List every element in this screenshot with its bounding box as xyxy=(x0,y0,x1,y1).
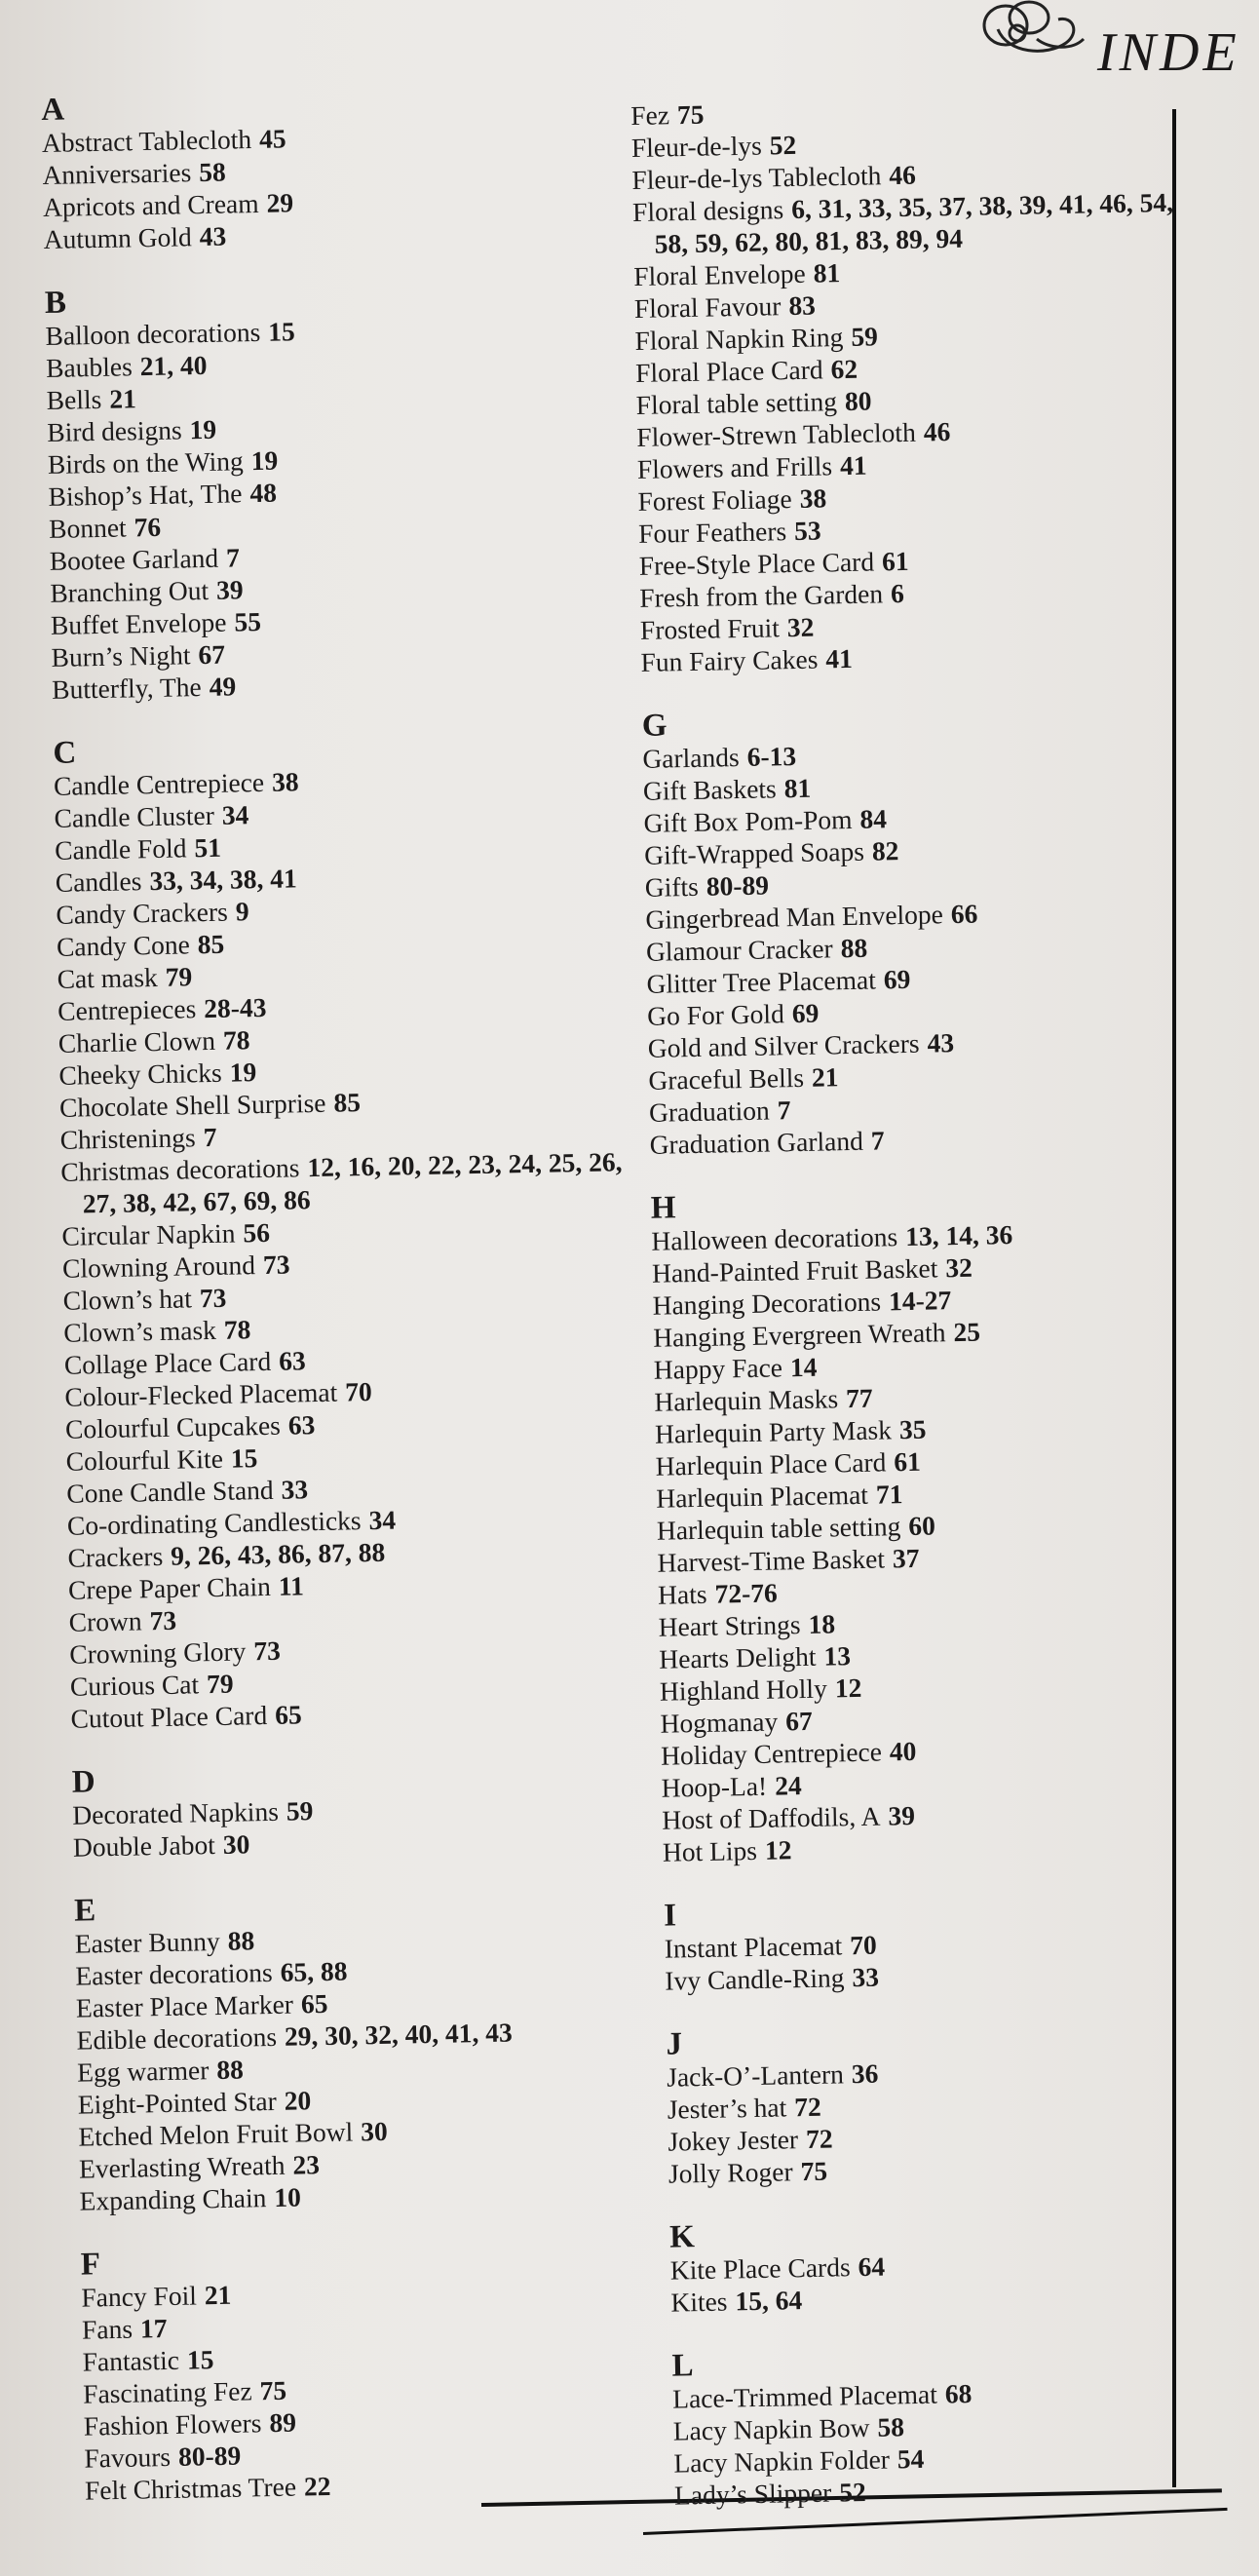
entry-term: Lace-Trimmed Placemat xyxy=(671,2378,938,2414)
entry-pages: 78 xyxy=(222,1024,250,1056)
entry-pages: 41 xyxy=(839,449,867,481)
index-column-right xyxy=(630,89,1259,2512)
entry-pages: 34 xyxy=(368,1504,397,1536)
entry-pages: 33 xyxy=(852,1961,880,1993)
entry-term: Glamour Cracker xyxy=(645,933,833,967)
entry-pages: 65 xyxy=(300,1987,328,2019)
entry-term: Gift Baskets xyxy=(642,773,777,806)
entry-term: Jack-O’-Lantern xyxy=(666,2058,845,2093)
entry-pages: 56 xyxy=(243,1216,271,1249)
entry-term: Circular Napkin xyxy=(61,1217,236,1251)
entry-term: Fresh from the Garden xyxy=(639,578,884,613)
entry-pages: 62 xyxy=(830,353,858,385)
entry-term: Collage Place Card xyxy=(63,1345,272,1380)
entry-term: Graduation xyxy=(648,1095,771,1128)
entry-term: Free-Style Place Card xyxy=(638,546,875,581)
entry-term: Christmas decorations xyxy=(59,1152,300,1187)
entry-pages: 65, 88 xyxy=(280,1955,348,1987)
index-column-left xyxy=(41,83,669,2507)
entry-term: Birds on the Wing xyxy=(47,445,245,480)
entry-term: Eight-Pointed Star xyxy=(77,2085,278,2120)
entry-pages: 49 xyxy=(209,671,237,702)
entry-term: Floral Place Card xyxy=(634,354,823,388)
entry-pages: 19 xyxy=(189,413,217,445)
entry-term: Flower-Strewn Tablecloth xyxy=(636,416,917,452)
entry-term: Fantastic xyxy=(82,2344,180,2377)
entry-term: Graceful Bells xyxy=(648,1061,805,1096)
entry-pages: 15 xyxy=(267,316,296,347)
entry-term: Lacy Napkin Bow xyxy=(672,2411,870,2446)
entry-pages: 85 xyxy=(197,928,225,960)
entry-pages: 58 xyxy=(877,2411,905,2442)
entry-term: Harlequin Party Mask xyxy=(654,1414,893,1449)
entry-term: Egg warmer xyxy=(76,2055,210,2088)
entry-pages: 75 xyxy=(676,98,705,131)
entry-pages: 18 xyxy=(808,1608,836,1639)
entry-pages: 72-76 xyxy=(714,1577,778,1609)
entry-term: Candle Fold xyxy=(54,832,187,865)
entry-term: Candy Cone xyxy=(56,929,191,962)
entry-pages: 46 xyxy=(923,416,951,447)
entry-term: Baubles xyxy=(45,351,134,383)
entry-term: Floral Envelope xyxy=(633,257,807,291)
entry-pages: 48 xyxy=(249,477,278,509)
entry-pages: 12 xyxy=(834,1672,862,1704)
entry-pages: 72 xyxy=(793,2091,822,2123)
entry-term: Happy Face xyxy=(653,1352,783,1385)
entry-term: Hot Lips xyxy=(662,1834,758,1867)
entry-term: Crackers xyxy=(67,1540,164,1573)
entry-term: Autumn Gold xyxy=(43,221,193,254)
entry-term: Butterfly, The xyxy=(51,672,202,705)
entry-term: Clown’s hat xyxy=(62,1283,193,1316)
section-letter: C xyxy=(53,735,77,771)
entry-term: Hoop-La! xyxy=(661,1770,768,1803)
entry-pages: 51 xyxy=(194,831,222,864)
entry-term: Candle Centrepiece xyxy=(53,766,265,801)
entry-term: Holiday Centrepiece xyxy=(660,1736,883,1771)
entry-term: Instant Placemat xyxy=(664,1930,843,1964)
ornament-logo-icon xyxy=(978,0,1095,86)
entry-term: Bonnet xyxy=(48,512,127,544)
entry-term: Fun Fairy Cakes xyxy=(640,643,819,677)
entry-term: Gifts xyxy=(644,870,700,903)
entry-pages: 9 xyxy=(235,896,249,927)
entry-term: Centrepieces xyxy=(57,993,197,1026)
entry-pages: 67 xyxy=(198,638,226,671)
entry-pages: 12, 16, 20, 22, 23, 24, 25, 26, 27, 38, 42, 67, 69, 86 xyxy=(82,1146,623,1219)
entry-pages: 80-89 xyxy=(177,2440,242,2472)
entry-pages: 85 xyxy=(333,1087,362,1118)
entry-term: Colourful Kite xyxy=(65,1442,224,1477)
entry-term: Harlequin Place Card xyxy=(655,1446,887,1481)
entry-term: Edible decorations xyxy=(76,2020,278,2056)
entry-pages: 46 xyxy=(889,159,917,191)
section-letter: E xyxy=(73,1893,96,1929)
entry-pages: 21 xyxy=(204,2279,232,2311)
entry-term: Etched Melon Fruit Bowl xyxy=(78,2116,354,2152)
entry-pages: 6, 31, 33, 35, 37, 38, 39, 41, 46, 54, 58, 59, 62, 80, 81, 83, 89, 94 xyxy=(654,186,1174,259)
entry-term: Fans xyxy=(81,2313,134,2345)
entry-term: Kite Place Cards xyxy=(669,2251,851,2286)
entry-term: Bootee Garland xyxy=(49,542,219,576)
entry-pages: 69 xyxy=(883,963,911,995)
entry-pages: 54 xyxy=(897,2442,925,2475)
entry-pages: 67 xyxy=(784,1705,813,1737)
entry-pages: 88 xyxy=(227,1925,255,1956)
entry-term: Crown xyxy=(68,1605,142,1637)
entry-term: Forest Foliage xyxy=(637,483,792,517)
entry-pages: 61 xyxy=(894,1445,922,1478)
entry-term: Hanging Decorations xyxy=(652,1286,882,1321)
entry-term: Expanding Chain xyxy=(79,2182,267,2216)
entry-term: Floral Napkin Ring xyxy=(634,322,844,356)
entry-pages: 53 xyxy=(793,515,821,546)
entry-pages: 6 xyxy=(890,577,905,609)
entry-term: Graduation Garland xyxy=(649,1125,864,1160)
entry-term: Favours xyxy=(84,2441,172,2474)
section-letter: J xyxy=(666,2026,683,2062)
entry-pages: 73 xyxy=(253,1634,282,1667)
entry-pages: 13 xyxy=(823,1640,852,1672)
entry-term: Frosted Fruit xyxy=(639,612,781,645)
entry-pages: 36 xyxy=(851,2057,879,2090)
section-letter: I xyxy=(663,1898,677,1934)
entry-pages: 12 xyxy=(764,1834,792,1865)
entry-term: Floral table setting xyxy=(635,386,838,420)
entry-term: Cone Candle Stand xyxy=(66,1474,274,1509)
index-entry xyxy=(60,1145,629,1220)
index-entry xyxy=(632,185,1201,260)
entry-term: Bishop’s Hat, The xyxy=(48,478,243,512)
entry-term: Fashion Flowers xyxy=(83,2407,262,2441)
entry-term: Gingerbread Man Envelope xyxy=(645,899,944,935)
entry-term: Jokey Jester xyxy=(668,2124,799,2157)
entry-pages: 34 xyxy=(221,799,249,830)
entry-term: Cutout Place Card xyxy=(70,1700,268,1734)
entry-pages: 69 xyxy=(791,997,820,1029)
entry-pages: 30 xyxy=(360,2115,389,2147)
entry-term: Glitter Tree Placemat xyxy=(646,964,877,999)
entry-pages: 41 xyxy=(825,642,854,674)
entry-pages: 73 xyxy=(199,1282,227,1314)
entry-pages: 22 xyxy=(303,2470,331,2502)
entry-term: Anniversaries xyxy=(42,157,192,190)
entry-term: Gold and Silver Crackers xyxy=(647,1027,920,1063)
entry-term: Harvest-Time Basket xyxy=(657,1543,886,1578)
entry-pages: 9, 26, 43, 86, 87, 88 xyxy=(170,1536,386,1571)
entry-pages: 70 xyxy=(344,1376,372,1407)
entry-term: Easter Bunny xyxy=(74,1925,220,1959)
entry-pages: 55 xyxy=(234,605,262,637)
section-letter: B xyxy=(44,285,67,321)
entry-term: Cheeky Chicks xyxy=(58,1057,222,1091)
entry-term: Garlands xyxy=(642,742,740,774)
bottom-rule-lower xyxy=(643,2508,1228,2535)
entry-term: Crowning Glory xyxy=(69,1635,247,1670)
entry-pages: 71 xyxy=(875,1479,903,1510)
entry-pages: 21 xyxy=(108,383,137,414)
entry-term: Easter Place Marker xyxy=(75,1988,294,2023)
section-letter: G xyxy=(641,708,668,744)
entry-term: Gift Box Pom-Pom xyxy=(643,803,853,838)
entry-term: Ivy Candle-Ring xyxy=(665,1962,845,1996)
entry-pages: 7 xyxy=(777,1095,791,1126)
entry-term: Balloon decorations xyxy=(45,316,261,351)
entry-pages: 83 xyxy=(788,289,817,322)
entry-term: Kites xyxy=(670,2286,728,2318)
entry-pages: 7 xyxy=(203,1121,217,1153)
entry-pages: 15 xyxy=(230,1442,258,1474)
entry-term: Heart Strings xyxy=(658,1609,801,1642)
section-letter: H xyxy=(650,1190,676,1226)
entry-pages: 38 xyxy=(271,766,299,797)
entry-pages: 82 xyxy=(871,835,899,866)
entry-pages: 77 xyxy=(845,1382,873,1414)
page-title: INDE xyxy=(1097,22,1240,83)
entry-pages: 7 xyxy=(870,1125,885,1156)
entry-term: Fancy Foil xyxy=(81,2280,198,2313)
entry-pages: 32 xyxy=(786,611,815,643)
entry-pages: 10 xyxy=(274,2181,302,2212)
entry-pages: 20 xyxy=(284,2085,312,2116)
entry-term: Candle Cluster xyxy=(54,799,215,833)
entry-pages: 63 xyxy=(287,1409,316,1441)
page-header xyxy=(974,0,1240,97)
entry-pages: 88 xyxy=(216,2054,245,2086)
entry-pages: 30 xyxy=(222,1828,250,1860)
entry-term: Harlequin Placemat xyxy=(656,1479,869,1514)
entry-pages: 25 xyxy=(953,1316,981,1348)
section-letter: F xyxy=(80,2247,101,2283)
entry-pages: 39 xyxy=(888,1799,916,1831)
entry-pages: 11 xyxy=(278,1570,305,1601)
entry-pages: 29, 30, 32, 40, 41, 43 xyxy=(284,2017,513,2052)
entry-pages: 73 xyxy=(262,1249,290,1281)
entry-term: Candy Crackers xyxy=(56,896,229,930)
entry-pages: 33, 34, 38, 41 xyxy=(149,863,297,897)
entry-term: Candles xyxy=(55,865,142,898)
entry-pages: 89 xyxy=(269,2406,297,2439)
entry-term: Easter decorations xyxy=(75,1956,273,1991)
entry-pages: 52 xyxy=(769,129,797,161)
entry-pages: 72 xyxy=(805,2123,833,2155)
entry-term: Co-ordinating Candlesticks xyxy=(66,1505,362,1541)
entry-term: Fascinating Fez xyxy=(82,2375,252,2409)
entry-term: Everlasting Wreath xyxy=(78,2149,286,2184)
entry-term: Jolly Roger xyxy=(668,2156,793,2189)
entry-term: Highland Holly xyxy=(659,1672,828,1707)
entry-term: Clowning Around xyxy=(61,1250,256,1284)
entry-term: Branching Out xyxy=(50,574,210,608)
entry-pages: 61 xyxy=(881,545,909,577)
entry-pages: 33 xyxy=(281,1474,309,1505)
entry-term: Harlequin Masks xyxy=(654,1383,839,1417)
entry-pages: 58 xyxy=(198,156,227,188)
section-letter: D xyxy=(71,1764,95,1800)
entry-term: Four Feathers xyxy=(637,516,787,549)
entry-term: Floral designs xyxy=(631,194,784,227)
entry-pages: 40 xyxy=(889,1735,917,1767)
entry-term: Harlequin table setting xyxy=(656,1511,901,1546)
entry-pages: 43 xyxy=(199,220,227,252)
entry-pages: 60 xyxy=(908,1510,936,1542)
entry-term: Clown’s mask xyxy=(63,1314,217,1348)
entry-term: Jester’s hat xyxy=(667,2092,787,2125)
entry-pages: 68 xyxy=(944,2377,973,2409)
entry-pages: 19 xyxy=(250,444,279,477)
entry-pages: 76 xyxy=(134,511,162,543)
entry-pages: 13, 14, 36 xyxy=(904,1219,1013,1252)
entry-pages: 65 xyxy=(274,1699,302,1730)
entry-term: Felt Christmas Tree xyxy=(84,2471,297,2506)
entry-pages: 81 xyxy=(813,257,841,288)
entry-term: Hearts Delight xyxy=(659,1640,817,1674)
entry-pages: 28-43 xyxy=(203,991,267,1024)
entry-term: Curious Cat xyxy=(69,1669,200,1702)
entry-term: Lacy Napkin Folder xyxy=(673,2443,891,2479)
entry-term: Abstract Tablecloth xyxy=(41,124,252,158)
entry-pages: 29 xyxy=(266,187,294,218)
entry-pages: 19 xyxy=(229,1057,257,1088)
entry-pages: 81 xyxy=(783,772,812,804)
entry-pages: 45 xyxy=(258,123,286,154)
entry-pages: 79 xyxy=(206,1668,234,1700)
entry-pages: 23 xyxy=(292,2149,321,2180)
entry-term: Halloween decorations xyxy=(651,1221,898,1256)
entry-term: Hogmanay xyxy=(660,1706,779,1739)
entry-term: Burn’s Night xyxy=(51,639,191,673)
entry-term: Apricots and Cream xyxy=(42,187,259,222)
entry-term: Colour-Flecked Placemat xyxy=(64,1376,338,1412)
entry-pages: 24 xyxy=(774,1770,802,1801)
entry-pages: 84 xyxy=(859,803,888,834)
entry-pages: 63 xyxy=(278,1345,306,1376)
entry-term: Host of Daffodils, A xyxy=(662,1800,881,1835)
entry-pages: 6-13 xyxy=(746,740,797,772)
entry-term: Bird designs xyxy=(47,414,182,447)
entry-term: Hand-Painted Fruit Basket xyxy=(651,1252,938,1288)
entry-pages: 78 xyxy=(223,1314,251,1345)
entry-pages: 75 xyxy=(800,2155,828,2187)
entry-term: Fleur-de-lys Tablecloth xyxy=(631,160,882,195)
entry-pages: 52 xyxy=(838,2476,866,2508)
entry-pages: 75 xyxy=(259,2374,287,2406)
entry-pages: 14-27 xyxy=(888,1285,952,1317)
entry-term: Bells xyxy=(46,383,102,415)
entry-pages: 14 xyxy=(789,1351,818,1383)
entry-term: Floral Favour xyxy=(633,290,782,324)
entry-term: Hats xyxy=(657,1578,707,1610)
entry-term: Gift-Wrapped Soaps xyxy=(643,835,865,870)
entry-pages: 70 xyxy=(849,1929,878,1961)
entry-term: Cat mask xyxy=(57,961,159,994)
entry-pages: 88 xyxy=(840,932,868,964)
entry-pages: 37 xyxy=(892,1542,920,1574)
section-letter: A xyxy=(40,92,65,128)
entry-term: Go For Gold xyxy=(646,998,785,1031)
entry-pages: 17 xyxy=(139,2313,168,2344)
entry-pages: 59 xyxy=(851,321,879,352)
entry-term: Fez xyxy=(630,99,670,131)
entry-pages: 80-89 xyxy=(706,869,770,902)
entry-term: Hanging Evergreen Wreath xyxy=(652,1317,946,1353)
entry-term: Fleur-de-lys xyxy=(630,130,763,163)
entry-term: Colourful Cupcakes xyxy=(64,1409,282,1444)
entry-term: Charlie Clown xyxy=(57,1024,216,1058)
entry-pages: 59 xyxy=(286,1795,314,1826)
entry-pages: 32 xyxy=(945,1251,973,1284)
entry-pages: 35 xyxy=(898,1413,927,1445)
entry-pages: 15, 64 xyxy=(735,2285,803,2317)
entry-term: Lady’s Slipper xyxy=(673,2477,832,2511)
entry-pages: 21, 40 xyxy=(139,349,208,382)
entry-pages: 7 xyxy=(225,542,241,573)
section-letter: K xyxy=(668,2219,696,2255)
entry-pages: 38 xyxy=(799,482,827,514)
entry-term: Chocolate Shell Surprise xyxy=(58,1087,326,1123)
entry-pages: 66 xyxy=(950,898,978,930)
entry-term: Flowers and Frills xyxy=(636,450,833,484)
entry-term: Christenings xyxy=(59,1122,196,1155)
entry-pages: 21 xyxy=(811,1061,839,1093)
entry-pages: 39 xyxy=(215,574,244,605)
entry-pages: 80 xyxy=(844,385,872,417)
entry-term: Decorated Napkins xyxy=(72,1795,280,1830)
entry-term: Buffet Envelope xyxy=(50,606,227,640)
section-letter: L xyxy=(671,2348,694,2384)
entry-term: Crepe Paper Chain xyxy=(67,1570,272,1605)
entry-pages: 43 xyxy=(927,1027,955,1058)
entry-pages: 79 xyxy=(165,961,193,992)
entry-pages: 64 xyxy=(858,2250,886,2283)
entry-pages: 73 xyxy=(149,1604,177,1636)
entry-pages: 15 xyxy=(186,2344,214,2375)
entry-term: Double Jabot xyxy=(72,1829,216,1863)
